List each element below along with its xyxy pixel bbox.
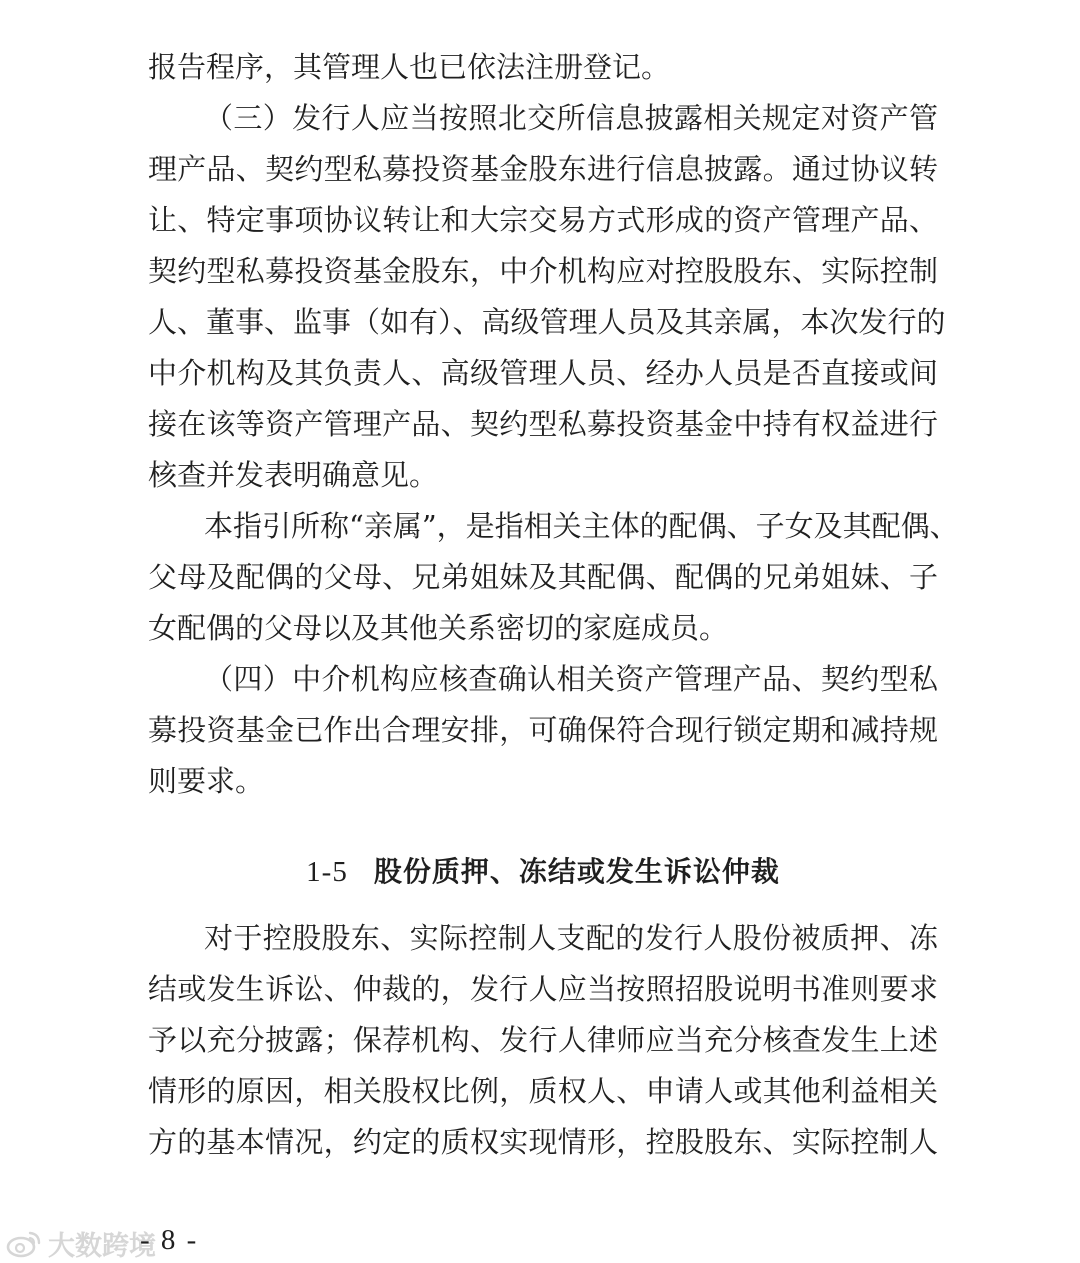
text-line: 本指引所称“亲属”，是指相关主体的配偶、子女及其配偶、 xyxy=(204,509,959,543)
section-heading xyxy=(148,845,938,899)
text-line: 情形的原因，相关股权比例，质权人、申请人或其他利益相关 xyxy=(148,1074,938,1108)
text-line: 对于控股股东、实际控制人支配的发行人股份被质押、冻 xyxy=(204,921,938,955)
text-line: 募投资基金已作出合理安排，可确保符合现行锁定期和减持规 xyxy=(148,713,938,747)
text-line: 报告程序，其管理人也已依法注册登记。 xyxy=(148,50,671,84)
text-line: 接在该等资产管理产品、契约型私募投资基金中持有权益进行 xyxy=(148,407,938,441)
text-line: （三）发行人应当按照北交所信息披露相关规定对资产管 xyxy=(204,101,938,135)
text-line: 中介机构及其负责人、高级管理人员、经办人员是否直接或间 xyxy=(148,356,938,390)
text-line: 女配偶的父母以及其他关系密切的家庭成员。 xyxy=(148,611,729,645)
text-line: 则要求。 xyxy=(148,764,265,798)
text-line: 予以充分披露；保荐机构、发行人律师应当充分核查发生上述 xyxy=(148,1023,938,1057)
weibo-logo-icon xyxy=(6,1229,42,1259)
watermark xyxy=(6,1224,156,1263)
watermark-text: 大数跨境 xyxy=(48,1231,156,1262)
page-footer xyxy=(0,1222,1080,1262)
text-line: 方的基本情况，约定的质权实现情形，控股股东、实际控制人 xyxy=(148,1125,938,1159)
text-line: 人、董事、监事（如有）、高级管理人员及其亲属，本次发行的 xyxy=(148,305,946,339)
section-number: 1-5 xyxy=(306,856,348,888)
text-line: 父母及配偶的父母、兄弟姐妹及其配偶、配偶的兄弟姐妹、子 xyxy=(148,560,938,594)
text-line: （四）中介机构应核查确认相关资产管理产品、契约型私 xyxy=(204,662,938,696)
text-line: 结或发生诉讼、仲裁的，发行人应当按照招股说明书准则要求 xyxy=(148,972,938,1006)
text-line: 契约型私募投资基金股东，中介机构应对控股股东、实际控制 xyxy=(148,254,938,288)
section-title: 股份质押、冻结或发生诉讼仲裁 xyxy=(373,855,780,888)
page-number: - 8 - xyxy=(140,1224,199,1256)
text-line: 理产品、契约型私募投资基金股东进行信息披露。通过协议转 xyxy=(148,152,938,186)
text-line: 让、特定事项协议转让和大宗交易方式形成的资产管理产品、 xyxy=(148,203,938,237)
text-line: 核查并发表明确意见。 xyxy=(148,458,439,492)
